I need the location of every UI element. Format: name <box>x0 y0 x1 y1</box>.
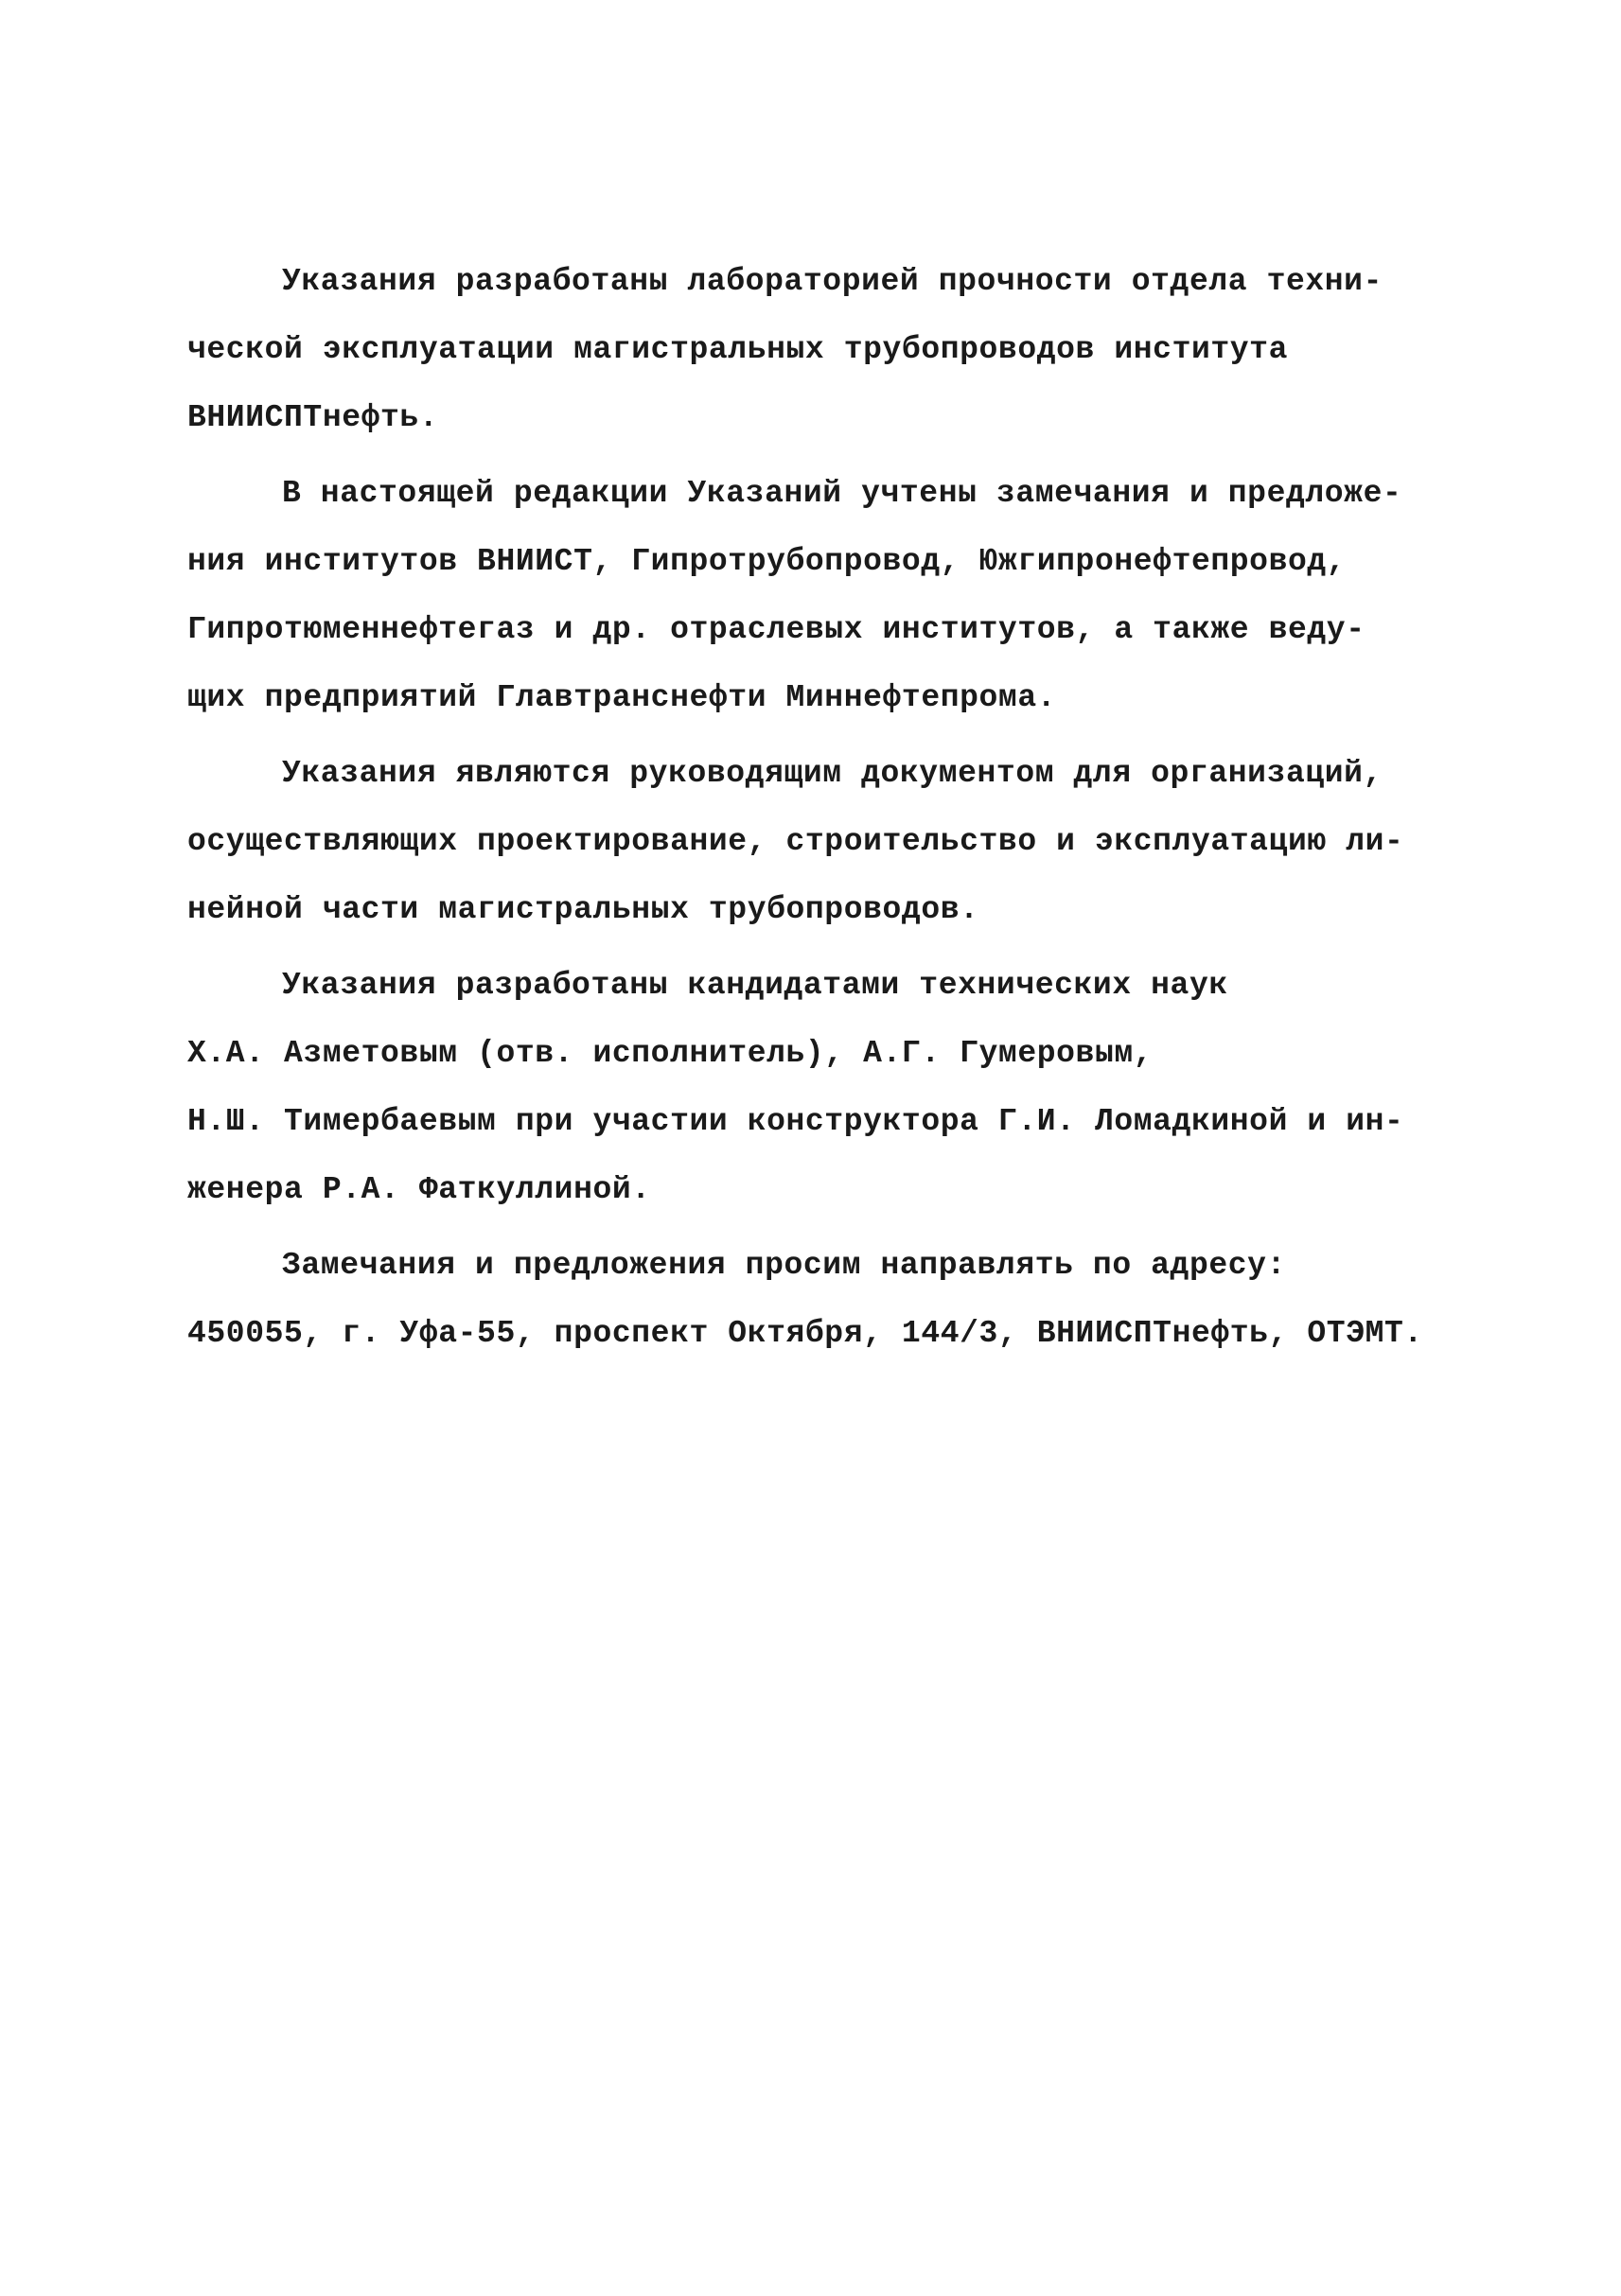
paragraph-authorship <box>187 248 1465 452</box>
text-line: осуществляющих проектирование, строительство и эксплуатацию ли- <box>187 824 1404 859</box>
text-line: ния институтов ВНИИСТ, Гипротрубопровод, Южгипронефтепровод, <box>187 544 1347 579</box>
document-body <box>187 248 1465 1368</box>
paragraph-purpose <box>187 740 1465 944</box>
text-line: Замечания и предложения просим направлять по адресу: <box>282 1248 1286 1283</box>
text-line: В настоящей редакции Указаний учтены замечания и предложе- <box>282 476 1402 511</box>
text-line: женера Р.А. Фаткуллиной. <box>187 1172 651 1207</box>
text-line: Указания разработаны кандидатами технических наук <box>282 968 1228 1003</box>
paragraph-authors <box>187 952 1465 1224</box>
paragraph-revisions <box>187 460 1465 732</box>
text-line: щих предприятий Главтранснефти Миннефтепрома. <box>187 680 1057 715</box>
text-line: Указания разработаны лабораторией прочности отдела техни- <box>282 264 1383 299</box>
text-line: Указания являются руководящим документом для организаций, <box>282 756 1383 791</box>
text-line: Н.Ш. Тимербаевым при участии конструктора Г.И. Ломадкиной и ин- <box>187 1104 1404 1139</box>
paragraph-contact-address <box>187 1232 1465 1368</box>
text-line: нейной части магистральных трубопроводов. <box>187 892 979 927</box>
text-line: Гипротюменнефтегаз и др. отраслевых институтов, а также веду- <box>187 612 1366 647</box>
text-line: ческой эксплуатации магистральных трубопроводов института <box>187 332 1288 367</box>
text-line: Х.А. Азметовым (отв. исполнитель), А.Г. Гумеровым, <box>187 1036 1154 1071</box>
text-line: 450055, г. Уфа-55, проспект Октября, 144/3, ВНИИСПТнефть, ОТЭМТ. <box>187 1316 1423 1351</box>
text-line: ВНИИСПТнефть. <box>187 400 439 435</box>
